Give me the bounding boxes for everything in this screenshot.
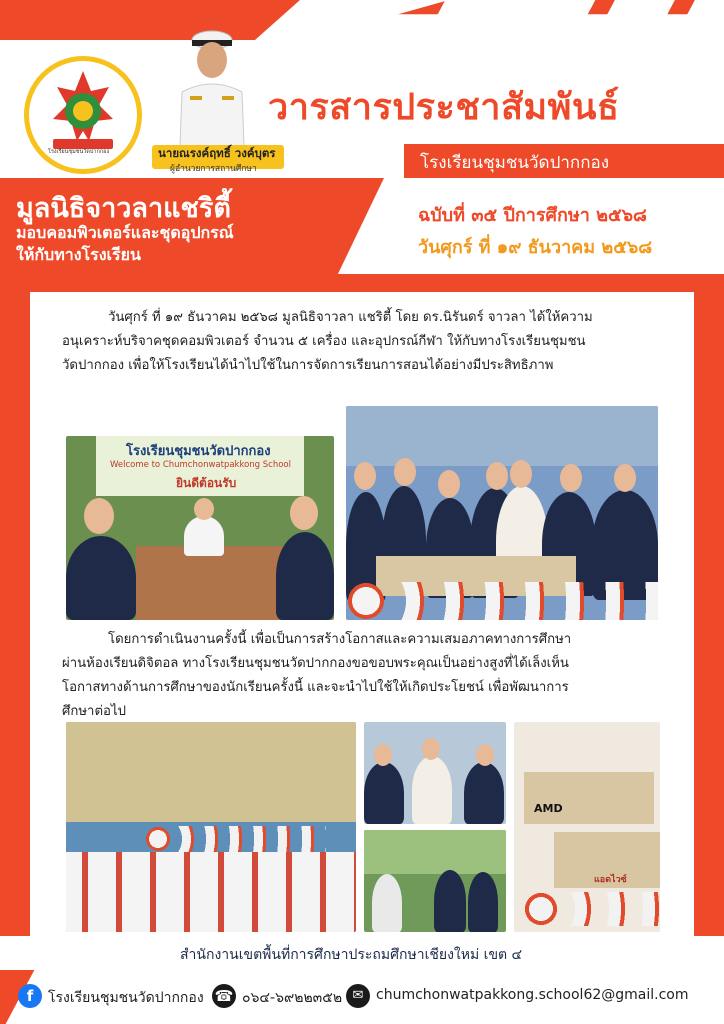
person-head: [560, 464, 582, 492]
person: [468, 872, 498, 932]
paragraph-line: ศึกษาต่อไป: [62, 704, 126, 719]
paragraph-line: วันศุกร์ ที่ ๑๙ ธันวาคม ๒๕๖๘ มูลนิธิจาวลา แชริตี้ โดย ดร.นิรันดร์ จาวลา ได้ให้ความ: [108, 310, 593, 325]
paragraph-line: ผ่านห้องเรียนดิจิตอล ทางโรงเรียนชุมชนวัดปากกองขอขอบพระคุณเป็นอย่างสูงที่ได้เล็งเห็น: [62, 656, 569, 671]
paragraph-2: [62, 628, 672, 724]
director-role: ผู้อำนวยการสถานศึกษา: [170, 164, 257, 174]
headline-title: มูลนิธิจาวลาแชริตี้: [16, 193, 231, 224]
balls: [146, 826, 326, 852]
person: [276, 532, 334, 620]
headline-subtitle: [16, 222, 234, 266]
photo-meeting: [66, 436, 334, 620]
journal-title: วารสารประชาสัมพันธ์: [268, 87, 620, 128]
person: [184, 516, 224, 556]
person: [372, 874, 402, 932]
school-name: โรงเรียนชุมชนวัดปากกอง: [420, 153, 610, 173]
banner-greeting: ยินดีต้อนรับ: [176, 476, 237, 490]
photo-outdoor: [364, 830, 506, 932]
issue-number: ฉบับที่ ๓๕ ปีการศึกษา ๒๕๖๘: [418, 205, 647, 226]
paragraph-line: โอกาสทางด้านการศึกษาของนักเรียนครั้งนี้ และจะนำไปใช้ให้เกิดประโยชน์ เพื่อพัฒนาการ: [62, 680, 569, 695]
person-head: [84, 498, 114, 534]
person: [66, 536, 136, 620]
person: [364, 762, 404, 824]
facebook-icon[interactable]: f: [18, 984, 42, 1008]
photo-donation-group: [346, 406, 658, 620]
phone-number[interactable]: ๐๖๔-๖๙๒๒๓๕๒: [242, 990, 343, 1006]
person-head: [374, 744, 392, 766]
left-margin: [0, 274, 30, 970]
box: [524, 772, 654, 824]
person-head: [476, 744, 494, 766]
header-orange-corner: [0, 0, 300, 40]
email-icon[interactable]: ✉: [346, 984, 370, 1008]
person-head: [290, 496, 318, 530]
director-portrait: [172, 26, 252, 146]
paragraph-line: โดยการดำเนินงานครั้งนี้ เพื่อเป็นการสร้างโอกาสและความเสมอภาคทางการศึกษา: [108, 632, 572, 647]
right-margin: [694, 274, 724, 970]
banner-text: โรงเรียนชุมชนวัดปากกอง: [126, 444, 271, 459]
issue-date: วันศุกร์ ที่ ๑๙ ธันวาคม ๒๕๖๘: [418, 237, 653, 258]
photo-handover: [364, 722, 506, 824]
top-margin: [0, 274, 724, 292]
paragraph-1: [62, 306, 672, 378]
balls: [524, 892, 660, 926]
trees: [364, 830, 506, 874]
phone-icon[interactable]: ☎: [212, 984, 236, 1008]
photo-boxes: [514, 722, 660, 932]
headline-subtitle-line: ให้กับทางโรงเรียน: [16, 245, 141, 264]
person-head: [510, 460, 532, 488]
person: [412, 756, 452, 824]
person-head: [354, 462, 376, 490]
email-address[interactable]: chumchonwatpakkong.school62@gmail.com: [376, 987, 689, 1003]
balls-row: [346, 582, 658, 620]
photo-students: [66, 722, 356, 932]
person-head: [614, 464, 636, 492]
director-name: นายณรงค์ฤทธิ์ วงค์บุตร: [158, 146, 276, 160]
paragraph-line: วัดปากกอง เพื่อให้โรงเรียนได้นำไปใช้ในการจัดการเรียนการสอนได้อย่างมีประสิทธิภาพ: [62, 358, 554, 373]
education-office: สำนักงานเขตพื้นที่การศึกษาประถมศึกษาเชียงใหม่ เขต ๔: [180, 947, 523, 963]
paragraph-line: อนุเคราะห์บริจาคชุดคอมพิวเตอร์ จำนวน ๕ เครื่อง และอุปกรณ์กีฬา ให้กับทางโรงเรียนชุมชน: [62, 334, 586, 349]
box-brand: AMD: [534, 802, 563, 815]
school-logo: [24, 56, 142, 174]
person-head: [394, 458, 416, 486]
box-label: แอดไวซ์: [594, 875, 627, 885]
person-head: [486, 462, 508, 490]
person-head: [194, 498, 214, 520]
person: [464, 762, 504, 824]
person-head: [422, 738, 440, 760]
facebook-link[interactable]: โรงเรียนชุมชนวัดปากกอง: [48, 990, 204, 1006]
students: [66, 852, 356, 932]
banner-welcome: Welcome to Chumchonwatpakkong School: [110, 460, 291, 470]
wall: [346, 406, 658, 466]
headline-subtitle-line: มอบคอมพิวเตอร์และชุดอุปกรณ์: [16, 223, 234, 242]
person: [434, 870, 466, 932]
building: [66, 722, 356, 822]
person-head: [438, 470, 460, 498]
logo-caption: โรงเรียนชุมชนวัดปากกอง: [48, 149, 110, 155]
